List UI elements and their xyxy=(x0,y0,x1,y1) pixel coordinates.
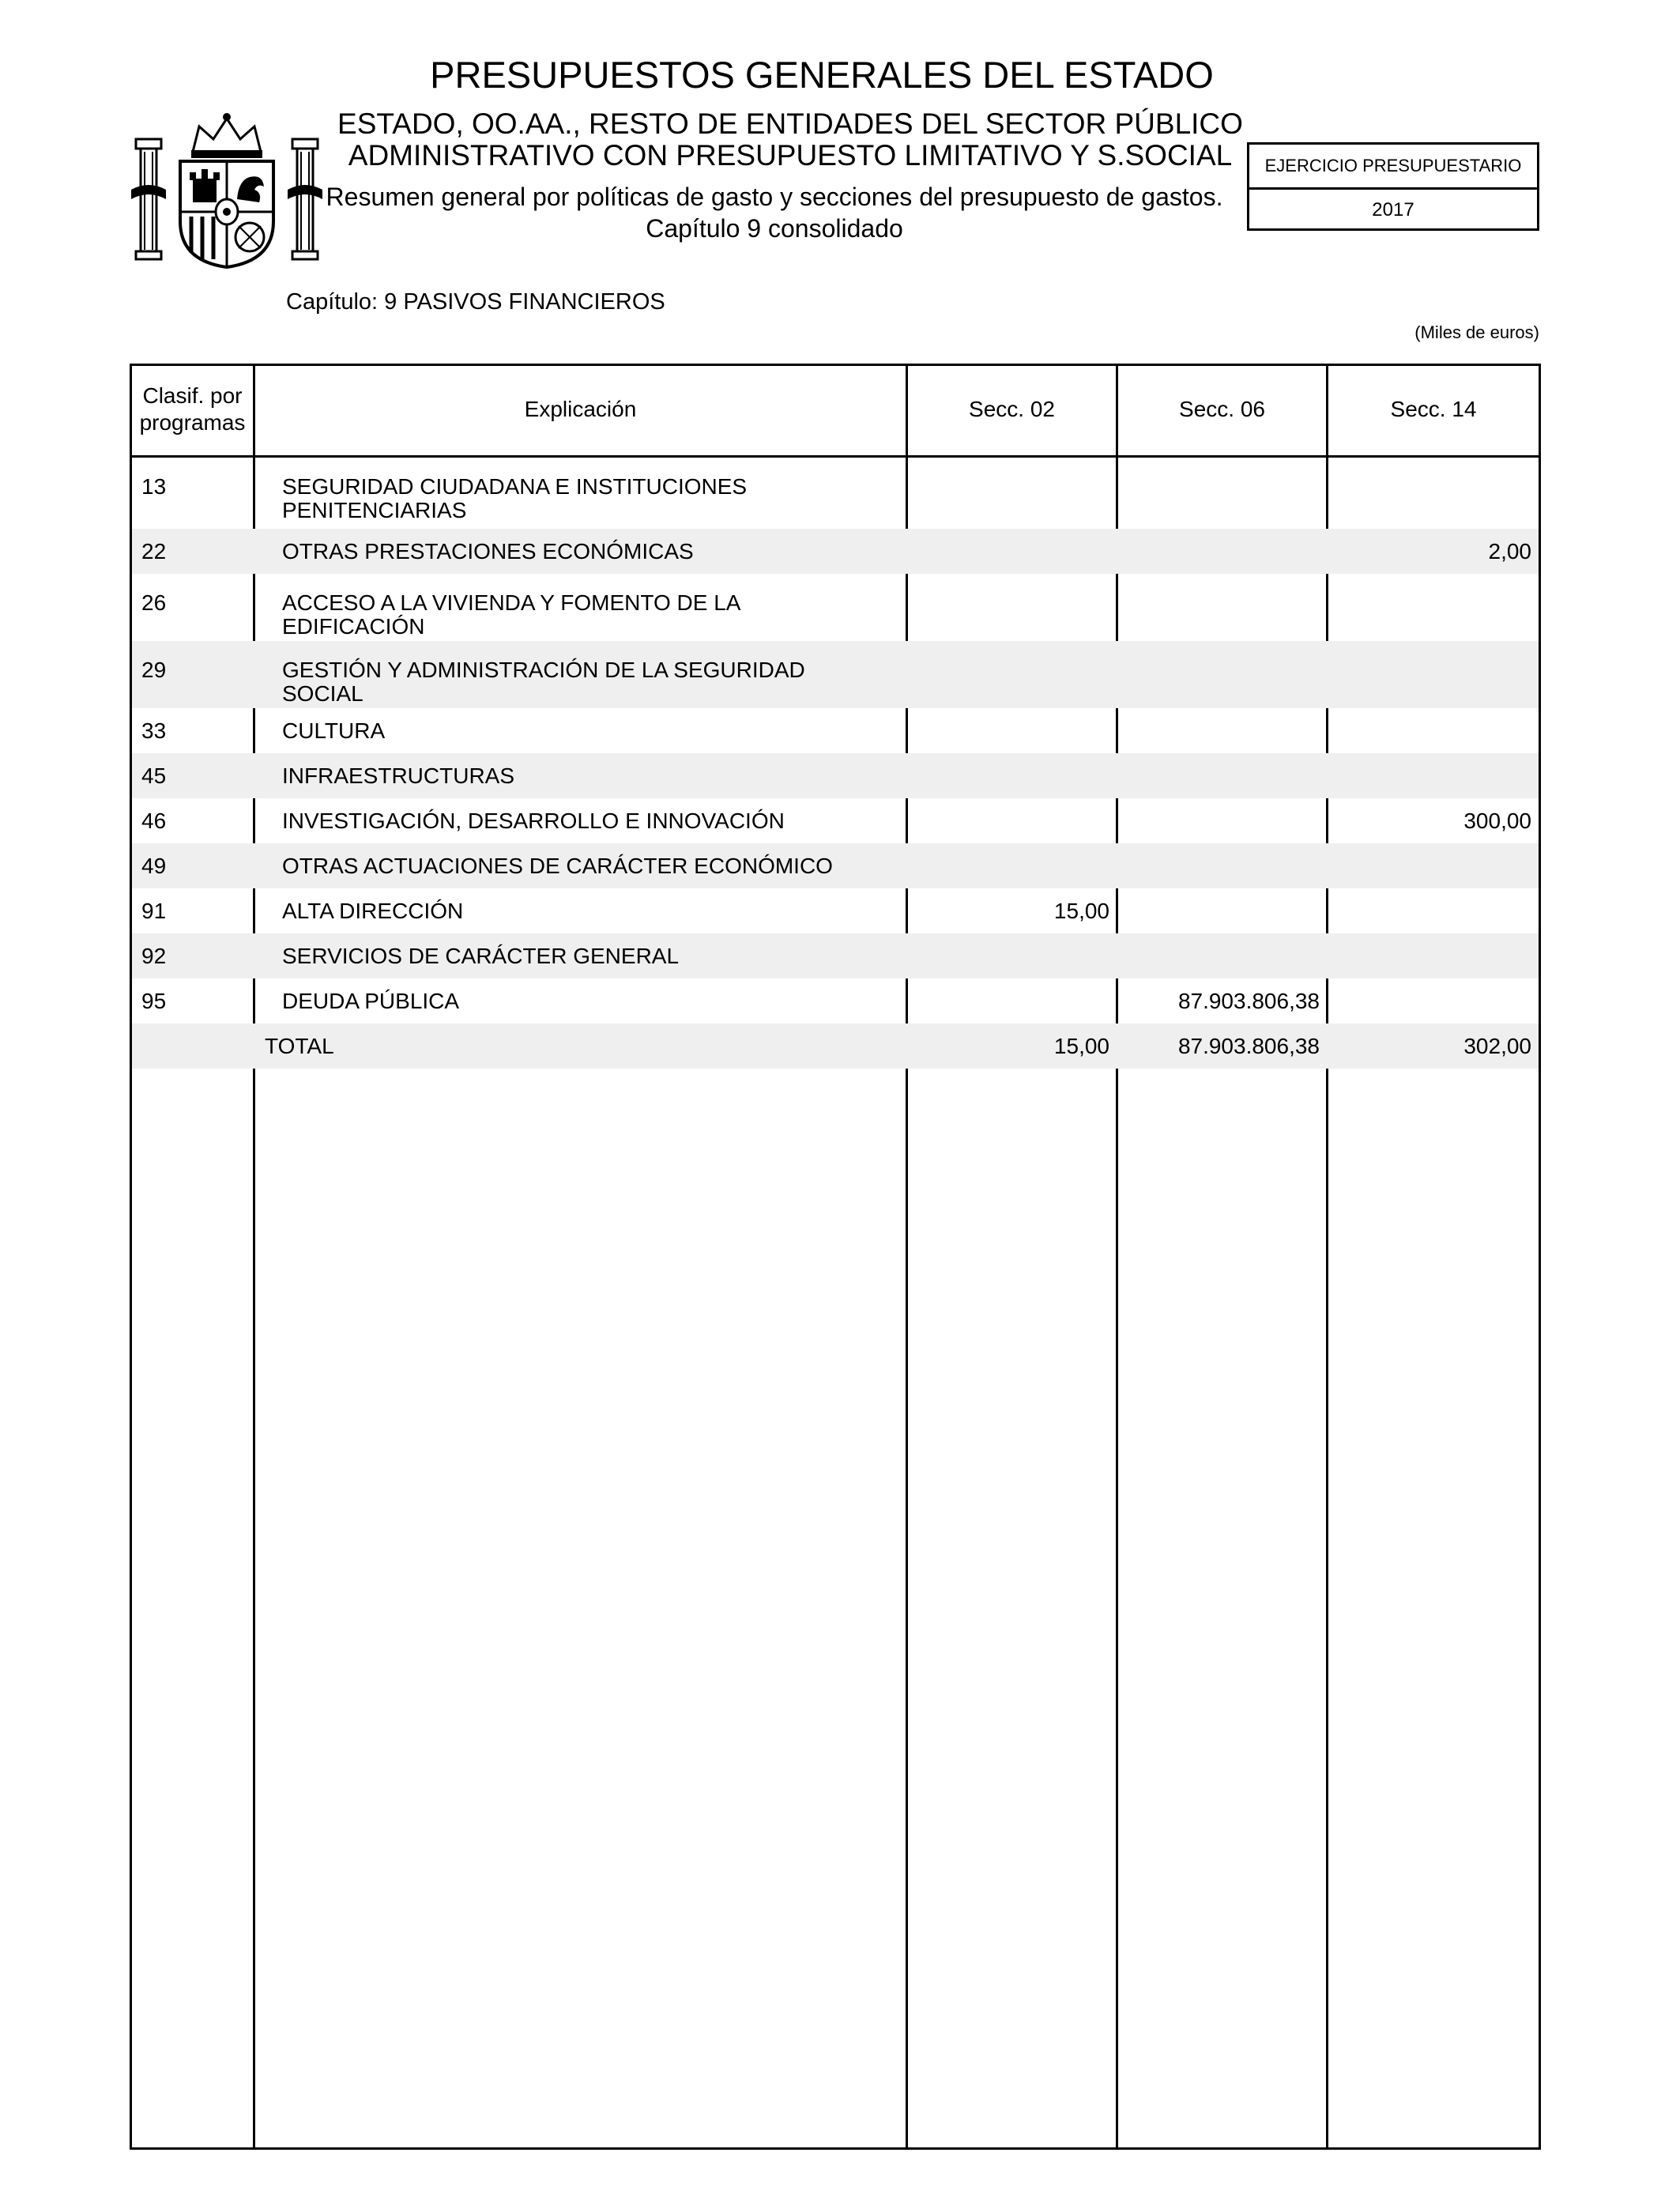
row-code: 45 xyxy=(141,763,167,788)
row-secc14: 2,00 xyxy=(1488,539,1531,564)
subtitle-line-4: Capítulo 9 consolidado xyxy=(646,214,903,243)
row-code: 13 xyxy=(141,474,167,499)
row-secc02: 15,00 xyxy=(1053,899,1109,923)
row-code: 92 xyxy=(141,944,167,968)
row-code: 26 xyxy=(141,590,167,615)
table-row xyxy=(132,641,1539,708)
table-row xyxy=(132,888,1539,933)
ejercicio-box xyxy=(1247,142,1539,231)
units-label: (Miles de euros) xyxy=(1414,322,1539,342)
total-row xyxy=(132,1023,1539,1069)
total-label: TOTAL xyxy=(265,1034,334,1058)
capitulo-label: Capítulo: 9 PASIVOS FINANCIEROS xyxy=(286,289,665,315)
header-secc02: Secc. 02 xyxy=(969,397,1055,421)
subtitle-line-3: Resumen general por políticas de gasto y secciones del presupuesto de gastos. xyxy=(326,183,1223,211)
row-explicacion: DEUDA PÚBLICA xyxy=(282,989,460,1013)
row-explicacion: CULTURA xyxy=(282,718,386,743)
table-row xyxy=(132,458,1539,529)
subtitle-line-2: ADMINISTRATIVO CON PRESUPUESTO LIMITATIVO Y S.SOCIAL xyxy=(348,139,1233,172)
row-explicacion: ACCESO A LA VIVIENDA Y FOMENTO DE LA EDIFICACIÓN xyxy=(282,590,740,639)
row-code: 46 xyxy=(141,809,167,833)
table-row xyxy=(132,753,1539,798)
table-row xyxy=(132,574,1539,641)
row-code: 91 xyxy=(141,899,167,923)
header-explicacion: Explicación xyxy=(524,397,637,421)
table-row xyxy=(132,978,1539,1023)
row-explicacion: SEGURIDAD CIUDADANA E INSTITUCIONES PENITENCIARIAS xyxy=(282,474,748,522)
row-secc06: 87.903.806,38 xyxy=(1177,989,1320,1013)
total-secc02: 15,00 xyxy=(1053,1034,1109,1058)
row-explicacion: INFRAESTRUCTURAS xyxy=(282,763,515,788)
row-code: 29 xyxy=(141,658,167,682)
row-code: 49 xyxy=(141,854,167,878)
header-secc06: Secc. 06 xyxy=(1179,397,1265,421)
row-explicacion: OTRAS PRESTACIONES ECONÓMICAS xyxy=(282,539,694,564)
row-code: 95 xyxy=(141,989,167,1013)
header-secc14: Secc. 14 xyxy=(1390,397,1477,421)
table-row xyxy=(132,798,1539,843)
row-explicacion: ALTA DIRECCIÓN xyxy=(282,899,464,923)
total-secc14: 302,00 xyxy=(1463,1034,1531,1058)
row-code: 33 xyxy=(141,718,167,743)
table-row xyxy=(132,933,1539,978)
row-code: 22 xyxy=(141,539,167,564)
row-explicacion: INVESTIGACIÓN, DESARROLLO E INNOVACIÓN xyxy=(282,809,785,833)
page-title: PRESUPUESTOS GENERALES DEL ESTADO xyxy=(430,54,1214,96)
row-secc14: 300,00 xyxy=(1463,809,1531,833)
row-explicacion: GESTIÓN Y ADMINISTRACIÓN DE LA SEGURIDAD SOCIAL xyxy=(282,658,805,706)
total-secc06: 87.903.806,38 xyxy=(1177,1034,1320,1058)
subtitle-line-1: ESTADO, OO.AA., RESTO DE ENTIDADES DEL SECTOR PÚBLICO xyxy=(337,107,1243,140)
ejercicio-label: EJERCICIO PRESUPUESTARIO xyxy=(1249,145,1537,190)
row-explicacion: OTRAS ACTUACIONES DE CARÁCTER ECONÓMICO xyxy=(282,854,833,878)
table-row xyxy=(132,843,1539,888)
ejercicio-year: 2017 xyxy=(1372,199,1414,221)
table-row xyxy=(132,529,1539,574)
table-row xyxy=(132,708,1539,753)
row-explicacion: SERVICIOS DE CARÁCTER GENERAL xyxy=(282,944,680,968)
header-clasif: Clasif. por programas xyxy=(139,383,246,435)
